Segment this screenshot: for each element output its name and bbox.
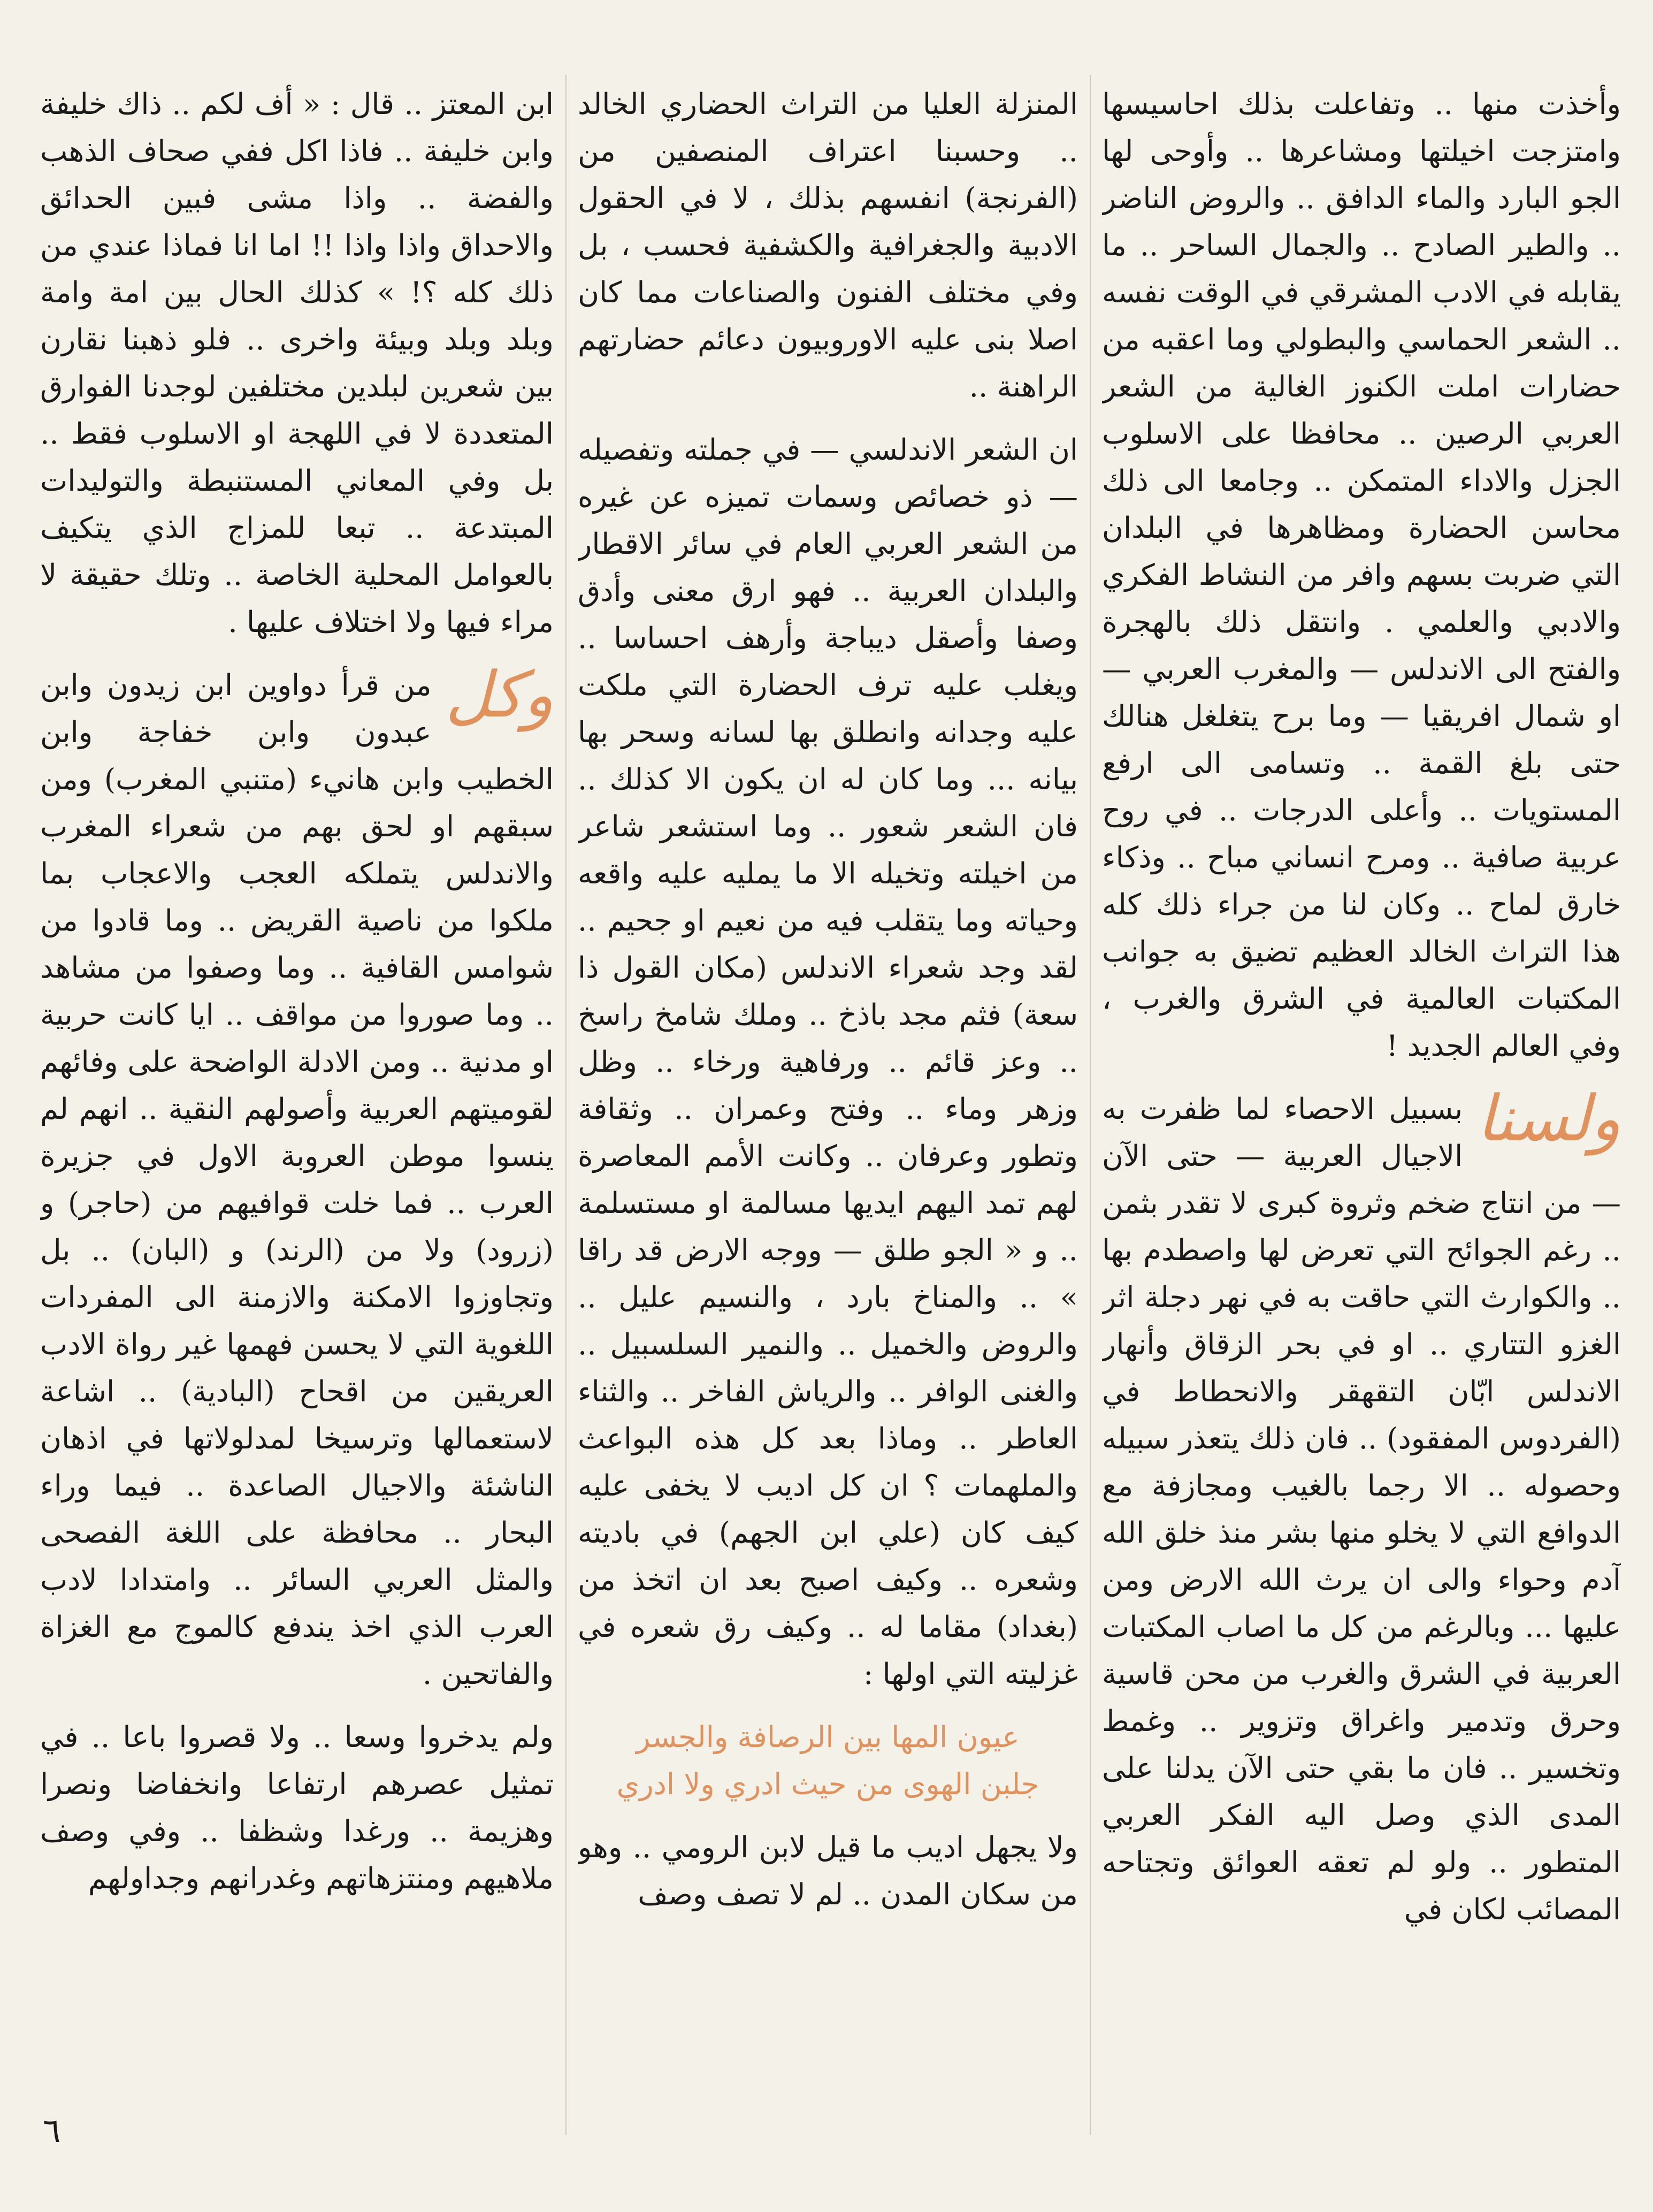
paragraph-text: بسبيل الاحصاء لما ظفرت به الاجيال العربية — حتى الآن — من انتاج ضخم وثروة كبرى لا تقدر بثمن .. رغم الجوائح التي تعرض لها واصطدم بها .. والكوارث التي حاقت به في نهر دجلة اثر الغزو التتاري .. او في بحر الزقاق وأنهار الاندلس ابّان التقهقر والانحطاط في (الفردوس المفقود) .. فان ذلك يتعذر سبيله وحصوله .. الا رجما بالغيب ومجازفة مع الدوافع التي لا يخلو منها بشر منذ خلق الله آدم وحواء والى ان يرث الله الارض ومن عليها ... وبالرغم من كل ما اصاب المكتبات العربية في الشرق والغرب من محن قاسية وحرق وتدمير واغراق وتزوير .. وغمط وتخسير .. فان ما بقي حتى الآن يدلنا على المدى الذي وصل اليه الفكر العربي المتطور .. ولو لم تعقه العوائق وتجتاحه المصائب لكان في — [1102, 1092, 1621, 1926]
article-column-middle — [578, 80, 1078, 2130]
article-column-right — [1102, 80, 1621, 2130]
paragraph-with-dropcap — [1102, 1081, 1621, 1933]
paragraph: المنزلة العليا من التراث الحضاري الخالد .. وحسبنا اعتراف المنصفين من (الفرنجة) انفسهم بذلك ، لا في الحقول الادبية والجغرافية والكشفية فحسب ، بل وفي مختلف الفنون والصناعات مما كان اصلا بنى عليه الاوروبيون دعائم حضارتهم الراهنة .. — [578, 87, 1078, 403]
paragraph: ولا يجهل اديب ما قيل لابن الرومي .. وهو من سكان المدن .. لم لا تصف وصف — [578, 1830, 1078, 1911]
paragraph: ابن المعتز .. قال : « أف لكم .. ذاك خليفة وابن خليفة .. فاذا اكل ففي صحاف الذهب والفضة .. واذا مشى فبين الحدائق والاحداق واذا واذا !! اما انا فماذا عندي من ذلك كله ؟! » كذلك الحال بين امة وامة وبلد وبلد وبيئة واخرى .. فلو ذهبنا نقارن بين شعرين لبلدين مختلفين لوجدنا الفوارق المتعددة لا في اللهجة او الاسلوب فقط .. بل وفي المعاني المستنبطة والتوليدات المبتدعة .. تبعا للمزاج الذي يتكيف بالعوامل المحلية الخاصة .. وتلك حقيقة لا مراء فيها ولا اختلاف عليها . — [40, 87, 554, 639]
dropcap-word: ولسنا — [1476, 1081, 1621, 1155]
page-number: ٦ — [43, 2111, 61, 2150]
paragraph-with-dropcap — [40, 658, 554, 1697]
poem-verse-line-2: جلبن الهوى من حيث ادري ولا ادري — [616, 1767, 1039, 1801]
paragraph: وأخذت منها .. وتفاعلت بذلك احاسيسها وامتزجت اخيلتها ومشاعرها .. وأوحى لها الجو البارد والماء الدافق .. والروض الناضر .. والطير الصادح .. والجمال الساحر .. ما يقابله في الادب المشرقي في الوقت نفسه .. الشعر الحماسي والبطولي وما اعقبه من حضارات املت الكنوز الغالية من الشعر العربي الرصين .. محافظا على الاسلوب الجزل والاداء المتمكن .. وجامعا الى ذلك محاسن الحضارة ومظاهرها في البلدان التي ضربت بسهم وافر من النشاط الفكري والادبي والعلمي . وانتقل ذلك بالهجرة والفتح الى الاندلس — والمغرب العربي — او شمال افريقيا — وما برح يتغلغل هنالك حتى بلغ القمة .. وتسامى الى ارفع المستويات .. وأعلى الدرجات .. في روح عربية صافية .. ومرح انساني مباح .. وذكاء خارق لماح .. وكان لنا من جراء ذلك كله هذا التراث الخالد العظيم تضيق به جوانب المكتبات العالمية في الشرق والغرب ، وفي العالم الجديد ! — [1102, 87, 1621, 1063]
dropcap-word: وكل — [445, 658, 554, 731]
column-divider-right — [1090, 75, 1091, 2135]
paragraph: ان الشعر الاندلسي — في جملته وتفصيله — ذو خصائص وسمات تميزه عن غيره من الشعر العربي العام في سائر الاقطار والبلدان العربية .. فهو ارق معنى وأدق وصفا وأصقل ديباجة وأرهف احساسا .. ويغلب عليه ترف الحضارة التي ملكت عليه وجدانه وانطلق بها لسانه وسحر بها بيانه ... وما كان له ان يكون الا كذلك .. فان الشعر شعور .. وما استشعر شاعر من اخيلته وتخيله الا ما يمليه عليه واقعه وحياته وما يتقلب فيه من نعيم او جحيم .. لقد وجد شعراء الاندلس (مكان القول ذا سعة) فثم مجد باذخ .. وملك شامخ راسخ .. وعز قائم .. ورفاهية ورخاء .. وظل وزهر وماء .. وفتح وعمران .. وثقافة وتطور وعرفان .. وكانت الأمم المعاصرة لهم تمد اليهم ايديها مسالمة او مستسلمة .. و « الجو طلق — ووجه الارض قد راقا » .. والمناخ بارد ، والنسيم عليل .. والروض والخميل .. والنمير السلسبيل .. والغنى الوافر .. والرياش الفاخر .. والثناء العاطر .. وماذا بعد كل هذه البواعث والملهمات ؟ ان كل اديب لا يخفى عليه كيف كان (علي ابن الجهم) في باديته وشعره .. وكيف اصبح بعد ان اتخذ من (بغداد) مقاما له .. وكيف رق شعره في غزليته التي اولها : — [578, 432, 1078, 1691]
paragraph: ولم يدخروا وسعا .. ولا قصروا باعا .. في تمثيل عصرهم ارتفاعا وانخفاضا ونصرا وهزيمة .. ورغدا وشظفا .. وفي وصف ملاهيهم ومنتزهاتهم وغدرانهم وجداولهم — [40, 1720, 554, 1895]
column-divider-left — [565, 75, 567, 2135]
article-column-left — [40, 80, 554, 2130]
paragraph-text: من قرأ دواوين ابن زيدون وابن عبدون وابن خفاجة وابن الخطيب وابن هانيء (متنبي المغرب) ومن سبقهم او لحق بهم من شعراء المغرب والاندلس يتملكه العجب والاعجاب بما ملكوا من ناصية القريض .. وما قادوا من شوامس القافية .. وما وصفوا من مشاهد .. وما صوروا من مواقف .. ايا كانت حربية او مدنية .. ومن الادلة الواضحة على وفائهم لقوميتهم العربية وأصولهم النقية .. انهم لم ينسوا موطن العروبة الاول في جزيرة العرب .. فما خلت قوافيهم من (حاجر) و (زرود) ولا من (الرند) و (البان) .. بل وتجاوزوا الامكنة والازمنة الى المفردات اللغوية التي لا يحسن فهمها غير رواة الادب العريقين من اقحاح (البادية) .. اشاعة لاستعمالها وترسيخا لمدلولاتها في اذهان الناشئة والاجيال الصاعدة .. فيما وراء البحار .. محافظة على اللغة الفصحى والمثل العربي السائر .. وامتدادا لادب العرب الذي اخذ يندفع كالموج مع الغزاة والفاتحين . — [40, 668, 554, 1691]
poem-verse-line-1: عيون المها بين الرصافة والجسر — [636, 1720, 1020, 1754]
